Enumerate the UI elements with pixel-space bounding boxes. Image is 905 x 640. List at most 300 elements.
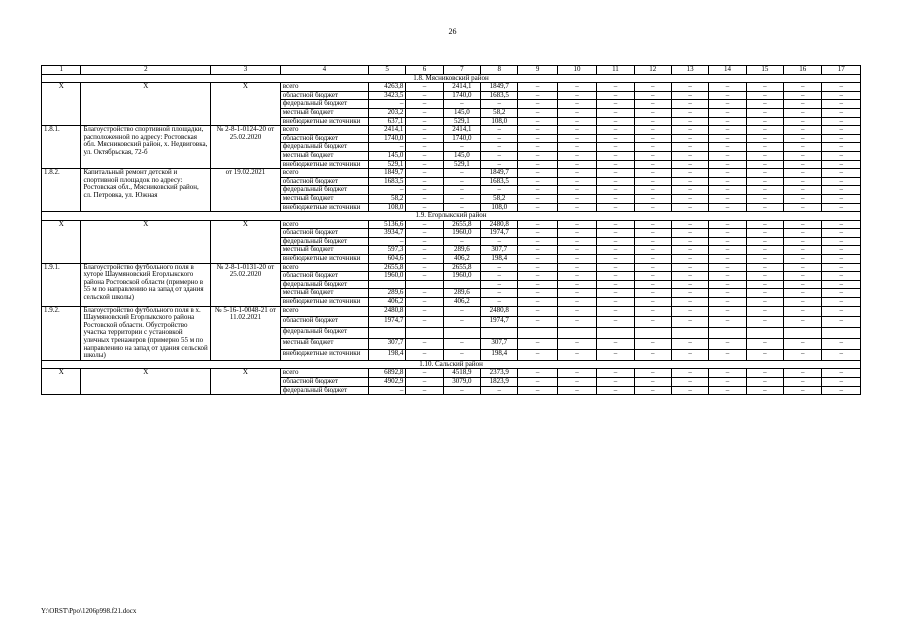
value-col6: – bbox=[406, 160, 443, 169]
value-col14: – bbox=[709, 160, 746, 169]
value-col6: – bbox=[406, 203, 443, 212]
value-col16: – bbox=[784, 246, 822, 255]
value-col10: – bbox=[557, 134, 596, 143]
value-col9: – bbox=[518, 203, 557, 212]
value-col13: – bbox=[671, 272, 708, 281]
funding-source: местный бюджет bbox=[280, 289, 368, 298]
value-total: – bbox=[368, 237, 405, 246]
value-col10: – bbox=[557, 339, 596, 350]
value-col11: – bbox=[597, 229, 634, 238]
value-col10: – bbox=[557, 186, 596, 195]
value-total bbox=[368, 328, 405, 339]
value-col13: – bbox=[671, 298, 708, 307]
value-col8: 58,2 bbox=[481, 108, 518, 117]
value-col8: 1849,7 bbox=[481, 169, 518, 178]
value-col15: – bbox=[746, 349, 783, 360]
value-col15: – bbox=[746, 298, 783, 307]
value-col11: – bbox=[597, 306, 634, 317]
value-col10: – bbox=[557, 306, 596, 317]
value-col13: – bbox=[671, 83, 708, 92]
value-col13: – bbox=[671, 177, 708, 186]
value-col10: – bbox=[557, 100, 596, 109]
value-col15: – bbox=[746, 263, 783, 272]
value-col11: – bbox=[597, 369, 634, 378]
value-col7: 406,2 bbox=[443, 255, 480, 264]
value-col9: – bbox=[518, 317, 557, 328]
value-col16: – bbox=[784, 263, 822, 272]
item-number: 1.9.1. bbox=[42, 263, 81, 306]
section-row bbox=[42, 74, 861, 83]
value-col14: – bbox=[709, 349, 746, 360]
value-col7: – bbox=[443, 177, 480, 186]
value-col6: – bbox=[406, 246, 443, 255]
value-col7: 529,1 bbox=[443, 160, 480, 169]
value-col6 bbox=[406, 280, 443, 289]
value-col11: – bbox=[597, 134, 634, 143]
value-col17: – bbox=[822, 143, 861, 152]
value-col14: – bbox=[709, 134, 746, 143]
value-col11: – bbox=[597, 177, 634, 186]
column-number: 2 bbox=[81, 66, 211, 75]
value-col14: – bbox=[709, 369, 746, 378]
value-col11: – bbox=[597, 272, 634, 281]
value-col8: 108,0 bbox=[481, 203, 518, 212]
value-col12: – bbox=[634, 203, 671, 212]
value-col9: – bbox=[518, 160, 557, 169]
funding-source: местный бюджет bbox=[280, 194, 368, 203]
funding-source: федеральный бюджет bbox=[280, 328, 368, 339]
value-col8: 108,0 bbox=[481, 117, 518, 126]
value-col7: – bbox=[443, 143, 480, 152]
value-col13: – bbox=[671, 169, 708, 178]
value-col14: – bbox=[709, 255, 746, 264]
value-col8: 58,2 bbox=[481, 194, 518, 203]
value-col17: – bbox=[822, 255, 861, 264]
value-col17: – bbox=[822, 349, 861, 360]
value-col11: – bbox=[597, 246, 634, 255]
funding-source: областной бюджет bbox=[280, 272, 368, 281]
value-col16: – bbox=[784, 339, 822, 350]
value-col13: – bbox=[671, 386, 708, 395]
table-row bbox=[42, 169, 861, 178]
value-col7: – bbox=[443, 186, 480, 195]
item-number: Х bbox=[42, 83, 81, 126]
footer-file-path: Y:\ORST\Ppo\1206p998.f21.docx bbox=[41, 607, 137, 615]
value-col16: – bbox=[784, 100, 822, 109]
value-col15: – bbox=[746, 317, 783, 328]
value-col12: – bbox=[634, 108, 671, 117]
value-col10: – bbox=[557, 298, 596, 307]
value-col11: – bbox=[597, 263, 634, 272]
value-col9: – bbox=[518, 255, 557, 264]
value-col13: – bbox=[671, 289, 708, 298]
item-document: № 2-8-1-0131-20 от 25.02.2020 bbox=[211, 263, 281, 306]
value-col12: – bbox=[634, 169, 671, 178]
column-number: 8 bbox=[481, 66, 518, 75]
value-col9: – bbox=[518, 369, 557, 378]
item-name: Благоустройство спортивной площадки, расположенной по адресу: Ростовская обл. Мясниковский район, х. Недвиговка, ул. Октябрьская, 72-б bbox=[81, 126, 211, 169]
value-col11: – bbox=[597, 126, 634, 135]
value-col15: – bbox=[746, 126, 783, 135]
value-col8: 1823,9 bbox=[481, 377, 518, 386]
value-col6: – bbox=[406, 143, 443, 152]
value-col6: – bbox=[406, 386, 443, 395]
item-name: Х bbox=[81, 369, 211, 395]
value-col11: – bbox=[597, 237, 634, 246]
value-col14: – bbox=[709, 289, 746, 298]
value-col7: – bbox=[443, 100, 480, 109]
value-total: 1974,7 bbox=[368, 317, 405, 328]
value-col16: – bbox=[784, 177, 822, 186]
value-col13: – bbox=[671, 108, 708, 117]
value-col14: – bbox=[709, 169, 746, 178]
value-col15: – bbox=[746, 289, 783, 298]
value-col13: – bbox=[671, 349, 708, 360]
value-col8: 1974,7 bbox=[481, 317, 518, 328]
value-col12: – bbox=[634, 369, 671, 378]
value-col7 bbox=[443, 328, 480, 339]
value-col17: – bbox=[822, 177, 861, 186]
value-col13: – bbox=[671, 317, 708, 328]
value-col10: – bbox=[557, 317, 596, 328]
value-col15: – bbox=[746, 229, 783, 238]
value-col6: – bbox=[406, 186, 443, 195]
value-col6: – bbox=[406, 298, 443, 307]
funding-source: всего bbox=[280, 220, 368, 229]
value-col7: – bbox=[443, 203, 480, 212]
value-col14: – bbox=[709, 220, 746, 229]
value-col9: – bbox=[518, 298, 557, 307]
value-col15: – bbox=[746, 280, 783, 289]
value-col7: – bbox=[443, 317, 480, 328]
value-col9: – bbox=[518, 220, 557, 229]
value-col13: – bbox=[671, 306, 708, 317]
value-total bbox=[368, 280, 405, 289]
value-col15: – bbox=[746, 177, 783, 186]
value-col6: – bbox=[406, 91, 443, 100]
value-col6: – bbox=[406, 229, 443, 238]
value-col16: – bbox=[784, 289, 822, 298]
value-col14: – bbox=[709, 177, 746, 186]
value-col14: – bbox=[709, 246, 746, 255]
value-col11: – bbox=[597, 108, 634, 117]
value-col9: – bbox=[518, 83, 557, 92]
value-col9: – bbox=[518, 280, 557, 289]
funding-source: федеральный бюджет bbox=[280, 386, 368, 395]
value-col17: – bbox=[822, 237, 861, 246]
budget-table bbox=[41, 65, 861, 395]
value-col11: – bbox=[597, 117, 634, 126]
value-col11: – bbox=[597, 386, 634, 395]
value-col12: – bbox=[634, 83, 671, 92]
value-col17: – bbox=[822, 229, 861, 238]
item-name: Благоустройство футбольного поля в х. Шаумяновский Егорлыкского района Ростовской области. Обустройство участка территории с установкой уличных тренажеров (примерно 55 м по направлению на запад от здания сельской школы) bbox=[81, 306, 211, 360]
value-col7: – bbox=[443, 237, 480, 246]
value-col17: – bbox=[822, 272, 861, 281]
funding-source: всего bbox=[280, 369, 368, 378]
value-total: 604,6 bbox=[368, 255, 405, 264]
table-row bbox=[42, 263, 861, 272]
funding-source: всего bbox=[280, 263, 368, 272]
value-total: – bbox=[368, 186, 405, 195]
value-col17: – bbox=[822, 263, 861, 272]
funding-source: местный бюджет bbox=[280, 151, 368, 160]
value-col17: – bbox=[822, 203, 861, 212]
value-col16: – bbox=[784, 386, 822, 395]
value-col10: – bbox=[557, 255, 596, 264]
funding-source: внебюджетные источники bbox=[280, 160, 368, 169]
value-col7: 4518,9 bbox=[443, 369, 480, 378]
value-col9: – bbox=[518, 126, 557, 135]
value-col14: – bbox=[709, 143, 746, 152]
value-col15: – bbox=[746, 151, 783, 160]
item-number: 1.8.1. bbox=[42, 126, 81, 169]
funding-source: внебюджетные источники bbox=[280, 255, 368, 264]
value-col16: – bbox=[784, 237, 822, 246]
value-col17: – bbox=[822, 280, 861, 289]
funding-source: областной бюджет bbox=[280, 229, 368, 238]
value-col11: – bbox=[597, 289, 634, 298]
column-number: 5 bbox=[368, 66, 405, 75]
table-row bbox=[42, 306, 861, 317]
funding-source: внебюджетные источники bbox=[280, 298, 368, 307]
value-col14: – bbox=[709, 263, 746, 272]
value-col12: – bbox=[634, 306, 671, 317]
value-col7: – bbox=[443, 349, 480, 360]
value-col10: – bbox=[557, 229, 596, 238]
value-col15: – bbox=[746, 169, 783, 178]
value-col10: – bbox=[557, 126, 596, 135]
value-total: 4902,9 bbox=[368, 377, 405, 386]
value-col7: 2655,8 bbox=[443, 263, 480, 272]
value-col15: – bbox=[746, 246, 783, 255]
value-col15: – bbox=[746, 377, 783, 386]
value-col13: – bbox=[671, 151, 708, 160]
value-col12: – bbox=[634, 143, 671, 152]
value-col8: 1683,5 bbox=[481, 91, 518, 100]
item-number: Х bbox=[42, 220, 81, 263]
value-col14: – bbox=[709, 83, 746, 92]
funding-source: всего bbox=[280, 83, 368, 92]
value-total: 1960,0 bbox=[368, 272, 405, 281]
value-col7: 3079,0 bbox=[443, 377, 480, 386]
value-col10: – bbox=[557, 117, 596, 126]
funding-source: внебюджетные источники bbox=[280, 349, 368, 360]
item-name: Х bbox=[81, 83, 211, 126]
value-col12: – bbox=[634, 229, 671, 238]
value-col17: – bbox=[822, 306, 861, 317]
value-col14: – bbox=[709, 194, 746, 203]
value-col9: – bbox=[518, 134, 557, 143]
item-document: № 5-16-1-0048-21 от 11.02.2021 bbox=[211, 306, 281, 360]
value-total: 58,2 bbox=[368, 194, 405, 203]
value-col8: 1974,7 bbox=[481, 229, 518, 238]
value-col9: – bbox=[518, 246, 557, 255]
value-col9: – bbox=[518, 237, 557, 246]
value-col7 bbox=[443, 280, 480, 289]
value-col15: – bbox=[746, 339, 783, 350]
item-name: Капитальный ремонт детской и спортивной площадок по адресу: Ростовская обл., Мясниковский район, сл. Петровка, ул. Южная bbox=[81, 169, 211, 212]
value-col8: – bbox=[481, 134, 518, 143]
value-col6: – bbox=[406, 306, 443, 317]
value-col11: – bbox=[597, 280, 634, 289]
value-col14: – bbox=[709, 151, 746, 160]
column-number-row bbox=[42, 66, 861, 75]
value-col12: – bbox=[634, 237, 671, 246]
column-number: 3 bbox=[211, 66, 281, 75]
value-col11: – bbox=[597, 83, 634, 92]
value-col10: – bbox=[557, 220, 596, 229]
value-col6: – bbox=[406, 272, 443, 281]
value-col8: 2480,8 bbox=[481, 306, 518, 317]
value-col16: – bbox=[784, 126, 822, 135]
value-col14: – bbox=[709, 272, 746, 281]
value-col7: – bbox=[443, 169, 480, 178]
value-col16 bbox=[784, 328, 822, 339]
column-number: 7 bbox=[443, 66, 480, 75]
value-col16: – bbox=[784, 143, 822, 152]
value-col10: – bbox=[557, 177, 596, 186]
value-col16: – bbox=[784, 186, 822, 195]
value-col8: – bbox=[481, 151, 518, 160]
value-col12: – bbox=[634, 100, 671, 109]
value-col16: – bbox=[784, 108, 822, 117]
column-number: 12 bbox=[634, 66, 671, 75]
value-col12: – bbox=[634, 263, 671, 272]
value-col10: – bbox=[557, 91, 596, 100]
value-col6: – bbox=[406, 194, 443, 203]
value-col12: – bbox=[634, 386, 671, 395]
value-total: 3934,7 bbox=[368, 229, 405, 238]
value-col11: – bbox=[597, 91, 634, 100]
value-col10: – bbox=[557, 160, 596, 169]
value-col7: 1740,0 bbox=[443, 91, 480, 100]
page-number: 26 bbox=[448, 27, 457, 36]
value-col14 bbox=[709, 328, 746, 339]
value-col14: – bbox=[709, 117, 746, 126]
item-document: № 2-8-1-0124-20 от 25.02.2020 bbox=[211, 126, 281, 169]
value-col14: – bbox=[709, 100, 746, 109]
value-col14: – bbox=[709, 306, 746, 317]
item-name: Х bbox=[81, 220, 211, 263]
value-col14: – bbox=[709, 317, 746, 328]
value-col7: 1960,0 bbox=[443, 229, 480, 238]
value-col12 bbox=[634, 328, 671, 339]
value-col15: – bbox=[746, 100, 783, 109]
value-col7: 289,6 bbox=[443, 246, 480, 255]
value-col16: – bbox=[784, 151, 822, 160]
value-col17: – bbox=[822, 317, 861, 328]
value-col13 bbox=[671, 328, 708, 339]
table-row bbox=[42, 126, 861, 135]
value-col8: 198,4 bbox=[481, 349, 518, 360]
value-col12: – bbox=[634, 317, 671, 328]
value-col15: – bbox=[746, 160, 783, 169]
funding-source: федеральный бюджет bbox=[280, 186, 368, 195]
value-col12: – bbox=[634, 298, 671, 307]
value-col13: – bbox=[671, 369, 708, 378]
value-col6: – bbox=[406, 289, 443, 298]
value-col9: – bbox=[518, 272, 557, 281]
value-col9: – bbox=[518, 306, 557, 317]
value-col17: – bbox=[822, 91, 861, 100]
value-col14: – bbox=[709, 298, 746, 307]
value-total: – bbox=[368, 143, 405, 152]
value-col17: – bbox=[822, 369, 861, 378]
value-col10: – bbox=[557, 386, 596, 395]
value-col15: – bbox=[746, 386, 783, 395]
value-col10: – bbox=[557, 83, 596, 92]
value-col12: – bbox=[634, 91, 671, 100]
value-col10: – bbox=[557, 263, 596, 272]
value-col15: – bbox=[746, 91, 783, 100]
value-col16: – bbox=[784, 298, 822, 307]
value-col11: – bbox=[597, 143, 634, 152]
value-col10: – bbox=[557, 246, 596, 255]
value-col8: – bbox=[481, 298, 518, 307]
value-col7: 2655,8 bbox=[443, 220, 480, 229]
funding-source: федеральный бюджет bbox=[280, 100, 368, 109]
value-col11: – bbox=[597, 255, 634, 264]
value-col17: – bbox=[822, 108, 861, 117]
value-col11 bbox=[597, 328, 634, 339]
value-col9: – bbox=[518, 91, 557, 100]
value-col17: – bbox=[822, 134, 861, 143]
funding-source: областной бюджет bbox=[280, 177, 368, 186]
value-col9: – bbox=[518, 349, 557, 360]
column-number: 14 bbox=[709, 66, 746, 75]
value-col8: – bbox=[481, 280, 518, 289]
value-col6: – bbox=[406, 220, 443, 229]
value-col10: – bbox=[557, 108, 596, 117]
value-col11: – bbox=[597, 169, 634, 178]
value-col16: – bbox=[784, 203, 822, 212]
value-col14: – bbox=[709, 229, 746, 238]
value-col17: – bbox=[822, 160, 861, 169]
value-col17: – bbox=[822, 289, 861, 298]
value-col13: – bbox=[671, 143, 708, 152]
value-col6: – bbox=[406, 151, 443, 160]
value-col13: – bbox=[671, 203, 708, 212]
value-col14: – bbox=[709, 203, 746, 212]
value-col11: – bbox=[597, 194, 634, 203]
value-total: 198,4 bbox=[368, 349, 405, 360]
value-col17: – bbox=[822, 386, 861, 395]
value-total: 1849,7 bbox=[368, 169, 405, 178]
value-col15: – bbox=[746, 117, 783, 126]
value-col9: – bbox=[518, 100, 557, 109]
value-col12: – bbox=[634, 255, 671, 264]
value-total: 289,6 bbox=[368, 289, 405, 298]
value-col6: – bbox=[406, 339, 443, 350]
value-total: 6892,8 bbox=[368, 369, 405, 378]
section-row bbox=[42, 360, 861, 369]
value-col17: – bbox=[822, 220, 861, 229]
value-col13: – bbox=[671, 377, 708, 386]
value-col12: – bbox=[634, 246, 671, 255]
item-document: от 19.02.2021 bbox=[211, 169, 281, 212]
funding-source: местный бюджет bbox=[280, 339, 368, 350]
funding-source: федеральный бюджет bbox=[280, 237, 368, 246]
value-col9: – bbox=[518, 386, 557, 395]
value-col9: – bbox=[518, 229, 557, 238]
value-total: 406,2 bbox=[368, 298, 405, 307]
value-col7: 1740,0 bbox=[443, 134, 480, 143]
value-col17: – bbox=[822, 126, 861, 135]
value-col13: – bbox=[671, 339, 708, 350]
value-col9: – bbox=[518, 151, 557, 160]
funding-source: местный бюджет bbox=[280, 108, 368, 117]
